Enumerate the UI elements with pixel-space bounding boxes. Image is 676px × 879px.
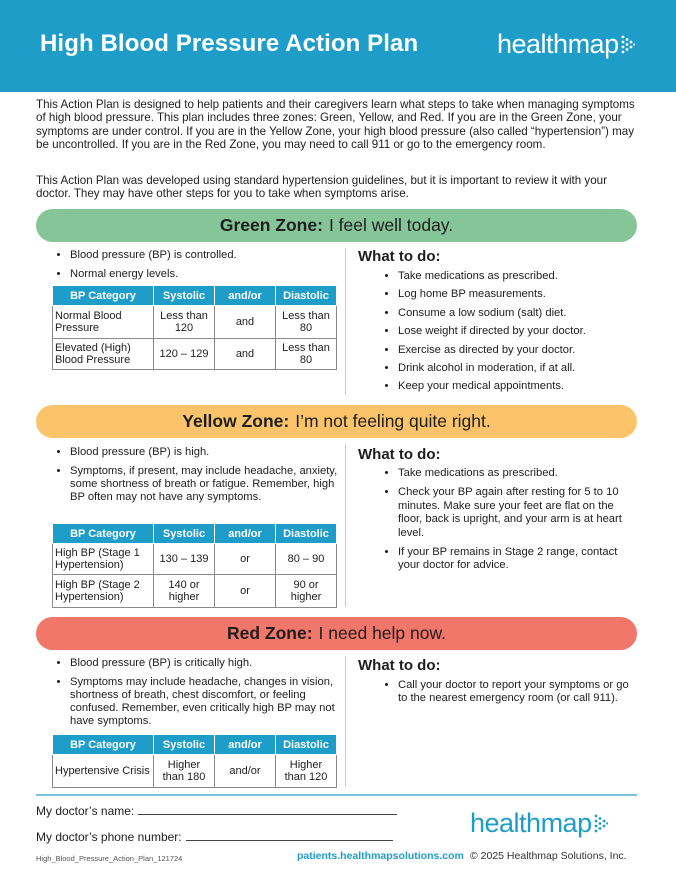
red-bp-table [52,734,337,788]
cell-category: High BP (Stage 1 Hypertension) [53,544,154,575]
table-row [53,306,337,339]
col-bp-category: BP Category [53,286,154,306]
table-header-row [53,735,337,755]
table-header-row [53,524,337,544]
page-title: High Blood Pressure Action Plan [40,30,419,57]
list-item: • If your BP remains in Stage 2 range, contact your doctor for advice. [398,546,638,573]
col-andor: and/or [215,524,276,544]
zone-subtitle: I feel well today. [328,215,454,235]
zone-subtitle: I need help now. [318,623,447,643]
list-item: • Symptoms, if present, may include headache, anxiety, some shortness of breath or fatigue. Remember, high BP often may not have any symptoms. [70,465,352,504]
intro-paragraph-2: This Action Plan was developed using standard hypertension guidelines, but it is important to review it with your doctor. They may have other steps for you to take when symptoms arise. [36,174,607,201]
green-symptom-list [52,249,352,287]
table-header-row [53,286,337,306]
list-item: • Symptoms may include headache, changes in vision, shortness of breath, chest discomfort, or feeling confused. Remember, even critically high BP may not have symptoms. [70,676,352,728]
what-to-do-heading: What to do: [358,657,441,674]
list-item: • Consume a low sodium (salt) diet. [398,307,638,320]
doctor-name-field[interactable] [36,804,397,818]
doctor-phone-line[interactable] [186,839,393,841]
cell-systolic: Less than 120 [154,306,215,339]
what-to-do-heading: What to do: [358,248,441,265]
cell-diastolic: 90 or higher [276,575,337,608]
cell-diastolic: Higher than 120 [276,755,337,788]
col-bp-category: BP Category [53,524,154,544]
doctor-phone-label: My doctor’s phone number: [36,830,182,844]
col-andor: and/or [215,735,276,755]
column-divider [345,248,346,395]
col-diastolic: Diastolic [276,735,337,755]
intro-paragraph-1: This Action Plan is designed to help patients and their caregivers learn what steps to take when managing symptoms of high blood pressure. This plan includes three zones: Green, Yellow, and Red. If you are in the Green Zone, your symptoms are under control. If you are in the Yellow Zone, your high blood pressure (also called “hypertension”) may be uncontrolled. If you are in the Red Zone, you may need to call 911 or go to the emergency room. [36,98,635,151]
header-banner [0,0,676,92]
doctor-name-label: My doctor’s name: [36,804,135,818]
list-item: • Log home BP measurements. [398,288,638,301]
zone-subtitle: I’m not feeling quite right. [295,411,491,431]
red-action-list [380,679,638,706]
list-item: • Take medications as prescribed. [398,270,638,283]
cell-category: Elevated (High) Blood Pressure [53,339,154,370]
col-bp-category: BP Category [53,735,154,755]
list-item: • Blood pressure (BP) is controlled. [70,249,352,262]
cell-systolic: 140 or higher [154,575,215,608]
list-item: • Blood pressure (BP) is high. [70,446,352,459]
list-item: • Lose weight if directed by your doctor. [398,325,638,338]
cell-andor: and/or [215,755,276,788]
cell-systolic: 130 – 139 [154,544,215,575]
cell-category: Normal Blood Pressure [53,306,154,339]
green-zone-banner [36,209,637,242]
cell-andor: and [215,339,276,370]
doctor-phone-field[interactable] [36,830,393,844]
zone-title: Red Zone: [226,623,313,643]
cell-andor: or [215,544,276,575]
document-filename: High_Blood_Pressure_Action_Plan_121724 [36,854,183,863]
cell-systolic: Higher than 180 [154,755,215,788]
table-row [53,339,337,370]
col-systolic: Systolic [154,735,215,755]
copyright-text: © 2025 Healthmap Solutions, Inc. [470,850,627,862]
cell-diastolic: Less than 80 [276,306,337,339]
cell-systolic: 120 – 129 [154,339,215,370]
dots-chevron-icon [594,813,608,835]
cell-andor: or [215,575,276,608]
table-row [53,575,337,608]
column-divider [345,656,346,786]
dots-chevron-icon [621,34,635,56]
yellow-bp-table [52,523,337,608]
cell-diastolic: 80 – 90 [276,544,337,575]
list-item: • Keep your medical appointments. [398,380,638,393]
zone-title: Green Zone: [219,215,323,235]
yellow-symptom-list [52,446,352,510]
doctor-name-line[interactable] [138,813,397,815]
yellow-action-list [380,467,638,573]
list-item: • Exercise as directed by your doctor. [398,344,638,357]
table-row [53,755,337,788]
list-item: • Check your BP again after resting for 5 to 10 minutes. Make sure your feet are flat on the floor, back is upright, and your arm is at heart level. [398,486,638,540]
green-action-list [380,270,638,394]
col-diastolic: Diastolic [276,286,337,306]
table-row [53,544,337,575]
col-systolic: Systolic [154,286,215,306]
col-andor: and/or [215,286,276,306]
healthmap-footer-logo [470,808,608,839]
col-diastolic: Diastolic [276,524,337,544]
website-link[interactable]: patients.healthmapsolutions.com [297,850,464,862]
col-systolic: Systolic [154,524,215,544]
zone-title: Yellow Zone: [182,411,290,431]
list-item: • Blood pressure (BP) is critically high. [70,657,352,670]
list-item: • Call your doctor to report your symptoms or go to the nearest emergency room (or call 911). [398,679,638,706]
list-item: • Take medications as prescribed. [398,467,638,480]
what-to-do-heading: What to do: [358,446,441,463]
cell-category: Hypertensive Crisis [53,755,154,788]
column-divider [345,444,346,607]
green-bp-table [52,285,337,370]
cell-andor: and [215,306,276,339]
red-symptom-list [52,657,352,734]
cell-diastolic: Less than 80 [276,339,337,370]
list-item: • Normal energy levels. [70,268,352,281]
cell-category: High BP (Stage 2 Hypertension) [53,575,154,608]
footer-divider [36,794,637,796]
list-item: • Drink alcohol in moderation, if at all. [398,362,638,375]
red-zone-banner [36,617,637,650]
healthmap-logo [497,29,635,60]
logo-text: healthmap [470,808,592,838]
logo-text: healthmap [497,29,619,59]
yellow-zone-banner [36,405,637,438]
